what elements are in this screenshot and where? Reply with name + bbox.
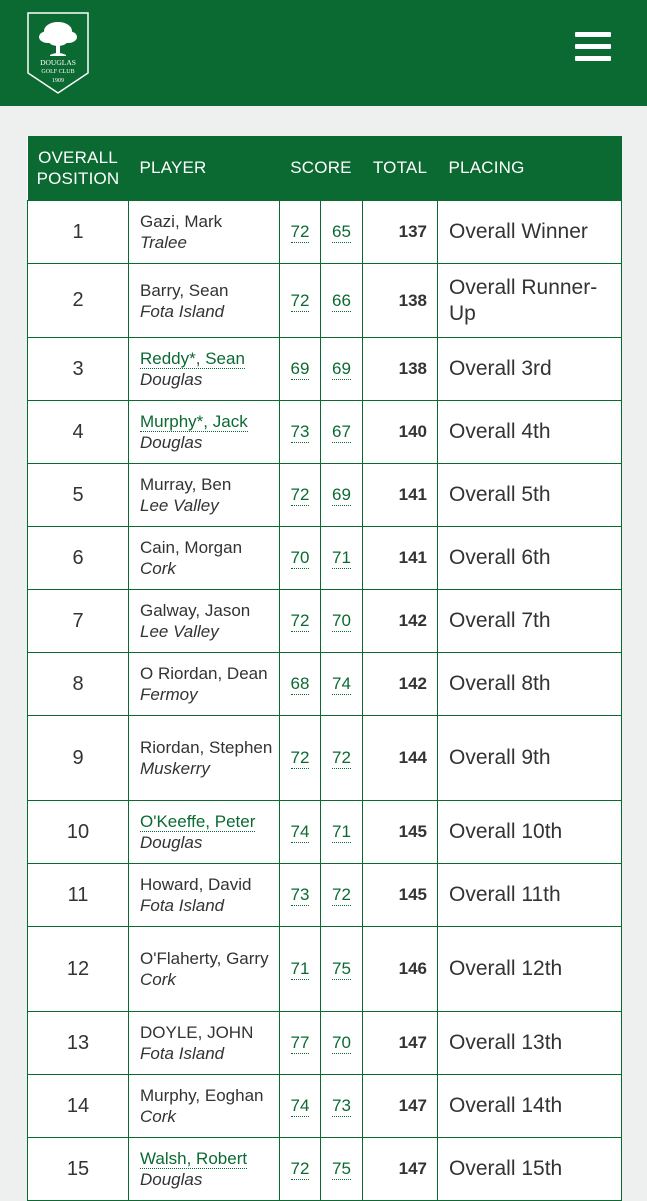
round1-score-link[interactable]: 72 <box>290 1159 310 1178</box>
player-cell <box>129 590 280 653</box>
player-cell <box>129 927 280 1012</box>
player-club: Muskerry <box>140 759 210 778</box>
total-cell: 144 <box>363 716 438 801</box>
position-cell: 5 <box>28 464 129 527</box>
player-name: O Riordan, Dean <box>140 664 268 683</box>
table-row <box>28 653 622 716</box>
round1-cell <box>280 590 321 653</box>
player-club: Tralee <box>140 233 187 252</box>
round1-score-link[interactable]: 71 <box>290 959 310 978</box>
position-cell: 9 <box>28 716 129 801</box>
round1-score-link[interactable]: 73 <box>290 422 310 441</box>
round2-score-link[interactable]: 67 <box>332 422 351 441</box>
round2-score-link[interactable]: 66 <box>332 290 351 310</box>
round2-cell <box>321 927 363 1012</box>
placing-cell: Overall 10th <box>438 801 622 864</box>
position-cell: 8 <box>28 653 129 716</box>
round2-score-link[interactable]: 74 <box>332 674 351 693</box>
round1-score-link[interactable]: 72 <box>290 611 310 630</box>
position-cell: 4 <box>28 401 129 464</box>
placing-cell: Overall 3rd <box>438 338 622 401</box>
position-cell: 15 <box>28 1138 129 1201</box>
player-club: Cork <box>140 1107 176 1126</box>
player-club: Douglas <box>140 433 203 452</box>
results-table <box>27 136 622 1201</box>
total-cell: 142 <box>363 590 438 653</box>
round2-cell <box>321 527 363 590</box>
round2-cell <box>321 1012 363 1075</box>
placing-cell: Overall 12th <box>438 927 622 1012</box>
player-club: Cork <box>140 559 176 578</box>
round1-cell <box>280 527 321 590</box>
round1-cell <box>280 464 321 527</box>
round2-cell <box>321 201 363 264</box>
player-name: Riordan, Stephen <box>140 738 273 757</box>
round2-score-link[interactable]: 73 <box>332 1096 351 1115</box>
total-cell: 138 <box>363 264 438 338</box>
player-club: Douglas <box>140 1170 203 1189</box>
total-cell: 137 <box>363 201 438 264</box>
total-cell: 147 <box>363 1138 438 1201</box>
table-header-row <box>28 136 622 201</box>
round1-cell <box>280 864 321 927</box>
round2-cell <box>321 653 363 716</box>
round1-cell <box>280 338 321 401</box>
player-name: Murphy, Eoghan <box>140 1086 264 1105</box>
placing-cell: Overall 7th <box>438 590 622 653</box>
player-club: Fermoy <box>140 685 198 704</box>
placing-cell: Overall 8th <box>438 653 622 716</box>
placing-cell: Overall Runner-Up <box>438 264 622 338</box>
placing-cell: Overall 15th <box>438 1138 622 1201</box>
header-total[interactable]: TOTAL <box>363 136 438 201</box>
total-cell: 141 <box>363 464 438 527</box>
round2-score-link[interactable]: 69 <box>332 359 351 378</box>
svg-text:DOUGLAS: DOUGLAS <box>40 58 76 67</box>
placing-cell: Overall Winner <box>438 201 622 264</box>
round1-score-link[interactable]: 74 <box>290 822 310 841</box>
position-cell: 2 <box>28 264 129 338</box>
round2-score-link[interactable]: 72 <box>332 885 351 904</box>
round1-score-link[interactable]: 72 <box>290 222 310 241</box>
player-club: Fota Island <box>140 301 225 321</box>
hamburger-menu-icon[interactable] <box>573 28 613 68</box>
player-cell <box>129 716 280 801</box>
round2-cell <box>321 864 363 927</box>
round2-score-link[interactable]: 69 <box>332 485 351 504</box>
round1-cell <box>280 1012 321 1075</box>
round2-cell <box>321 590 363 653</box>
position-cell: 12 <box>28 927 129 1012</box>
placing-cell: Overall 6th <box>438 527 622 590</box>
round2-cell <box>321 1075 363 1138</box>
round1-cell <box>280 264 321 338</box>
total-cell: 147 <box>363 1012 438 1075</box>
round2-score-link[interactable]: 65 <box>332 222 351 241</box>
round1-cell <box>280 201 321 264</box>
table-row <box>28 801 622 864</box>
player-name-link[interactable]: Walsh, Robert <box>140 1149 248 1168</box>
position-cell: 7 <box>28 590 129 653</box>
player-cell <box>129 653 280 716</box>
round2-score-link[interactable]: 75 <box>332 959 351 978</box>
player-cell <box>129 527 280 590</box>
round1-cell <box>280 1138 321 1201</box>
results-table-container <box>27 136 621 1201</box>
round1-score-link[interactable]: 72 <box>290 748 310 767</box>
player-club: Fota Island <box>140 896 225 915</box>
player-club: Fota Island <box>140 1044 225 1063</box>
round1-score-link[interactable]: 72 <box>290 290 310 310</box>
total-cell: 145 <box>363 801 438 864</box>
player-name: Barry, Sean <box>140 280 229 300</box>
placing-cell: Overall 9th <box>438 716 622 801</box>
placing-cell: Overall 13th <box>438 1012 622 1075</box>
round1-score-link[interactable]: 69 <box>290 359 310 378</box>
player-cell <box>129 201 280 264</box>
table-row <box>28 464 622 527</box>
table-row <box>28 1138 622 1201</box>
player-name-link[interactable]: Murphy*, Jack <box>140 412 248 431</box>
player-name: O'Flaherty, Garry <box>140 949 269 968</box>
table-row <box>28 716 622 801</box>
player-name-link[interactable]: Reddy*, Sean <box>140 349 245 368</box>
round2-cell <box>321 464 363 527</box>
position-cell: 1 <box>28 201 129 264</box>
position-cell: 3 <box>28 338 129 401</box>
table-row <box>28 590 622 653</box>
player-name: Murray, Ben <box>140 475 232 494</box>
position-cell: 14 <box>28 1075 129 1138</box>
player-club: Cork <box>140 970 176 989</box>
table-row <box>28 338 622 401</box>
total-cell: 141 <box>363 527 438 590</box>
total-cell: 142 <box>363 653 438 716</box>
site-header <box>0 0 647 106</box>
round1-cell <box>280 927 321 1012</box>
round1-score-link[interactable]: 70 <box>290 548 310 567</box>
round1-score-link[interactable]: 74 <box>290 1096 310 1115</box>
position-cell: 13 <box>28 1012 129 1075</box>
player-name: Galway, Jason <box>140 601 251 620</box>
round2-score-link[interactable]: 71 <box>332 548 351 567</box>
header-overall-position[interactable]: OVERALL POSITION <box>28 136 129 201</box>
round2-cell <box>321 716 363 801</box>
round1-score-link[interactable]: 73 <box>290 885 310 904</box>
player-club: Douglas <box>140 833 203 852</box>
round1-score-link[interactable]: 77 <box>290 1033 310 1052</box>
position-cell: 11 <box>28 864 129 927</box>
total-cell: 145 <box>363 864 438 927</box>
player-cell <box>129 338 280 401</box>
player-name: Gazi, Mark <box>140 212 223 231</box>
player-cell <box>129 1075 280 1138</box>
round1-cell <box>280 1075 321 1138</box>
total-cell: 138 <box>363 338 438 401</box>
round2-score-link[interactable]: 70 <box>332 611 351 630</box>
player-cell <box>129 1012 280 1075</box>
round1-score-link[interactable]: 68 <box>290 674 310 693</box>
player-name-link[interactable]: O'Keeffe, Peter <box>140 812 256 831</box>
player-cell <box>129 464 280 527</box>
player-cell <box>129 801 280 864</box>
round2-cell <box>321 1138 363 1201</box>
player-cell <box>129 264 280 338</box>
player-club: Lee Valley <box>140 622 219 641</box>
header-placing[interactable]: PLACING <box>438 136 622 201</box>
player-club: Lee Valley <box>140 496 219 515</box>
round2-score-link[interactable]: 72 <box>332 748 351 767</box>
header-player[interactable]: PLAYER <box>129 136 280 201</box>
round2-score-link[interactable]: 75 <box>332 1159 351 1178</box>
total-cell: 146 <box>363 927 438 1012</box>
table-row <box>28 864 622 927</box>
round2-score-link[interactable]: 71 <box>332 822 351 841</box>
svg-text:GOLF CLUB: GOLF CLUB <box>41 69 75 75</box>
table-row <box>28 527 622 590</box>
total-cell: 140 <box>363 401 438 464</box>
player-cell <box>129 864 280 927</box>
placing-cell: Overall 11th <box>438 864 622 927</box>
placing-cell: Overall 4th <box>438 401 622 464</box>
svg-text:1909: 1909 <box>52 78 64 84</box>
placing-cell: Overall 5th <box>438 464 622 527</box>
table-row <box>28 927 622 1012</box>
table-row <box>28 1075 622 1138</box>
player-club: Douglas <box>140 370 203 389</box>
table-row <box>28 401 622 464</box>
round2-cell <box>321 264 363 338</box>
round2-cell <box>321 401 363 464</box>
table-row <box>28 201 622 264</box>
header-score[interactable]: SCORE <box>280 136 363 201</box>
player-cell <box>129 1138 280 1201</box>
douglas-golf-club-logo[interactable] <box>26 11 90 95</box>
player-cell <box>129 401 280 464</box>
round2-cell <box>321 338 363 401</box>
round2-score-link[interactable]: 70 <box>332 1033 351 1052</box>
round1-cell <box>280 401 321 464</box>
round2-cell <box>321 801 363 864</box>
table-row <box>28 264 622 338</box>
player-name: DOYLE, JOHN <box>140 1023 254 1042</box>
position-cell: 10 <box>28 801 129 864</box>
round1-cell <box>280 653 321 716</box>
round1-score-link[interactable]: 72 <box>290 485 310 504</box>
round1-cell <box>280 716 321 801</box>
total-cell: 147 <box>363 1075 438 1138</box>
player-name: Howard, David <box>140 875 252 894</box>
table-row <box>28 1012 622 1075</box>
placing-cell: Overall 14th <box>438 1075 622 1138</box>
player-name: Cain, Morgan <box>140 538 243 557</box>
position-cell: 6 <box>28 527 129 590</box>
round1-cell <box>280 801 321 864</box>
